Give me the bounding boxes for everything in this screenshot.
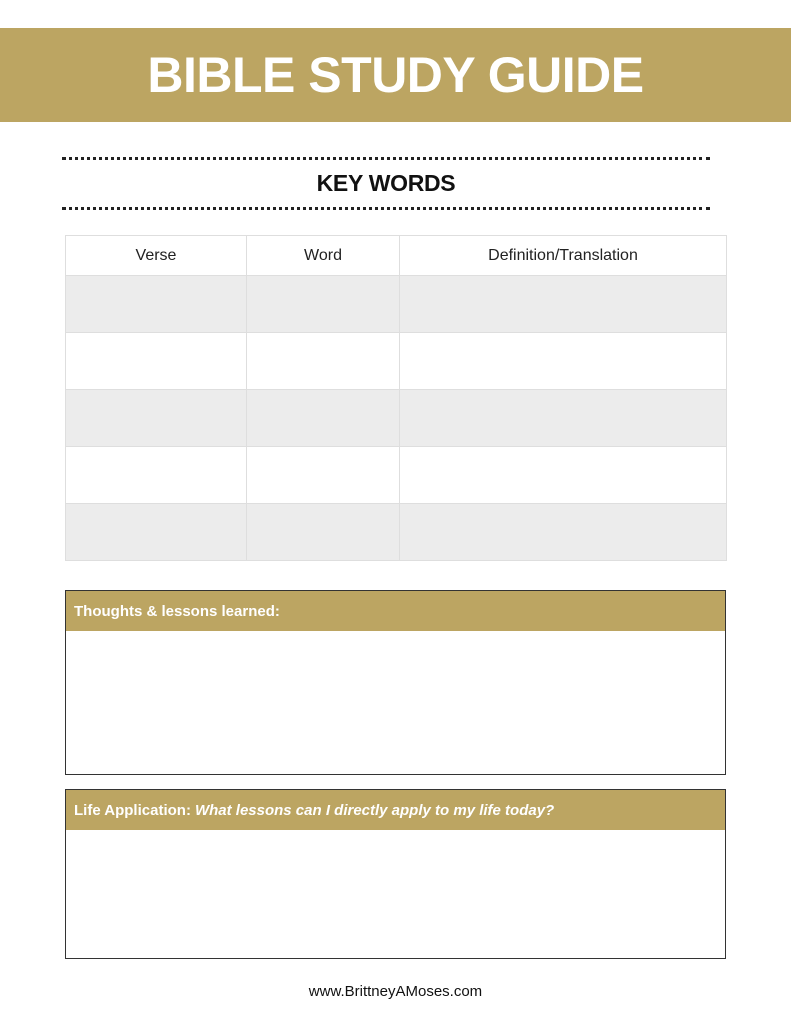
table-row [66,504,727,561]
definition-cell[interactable] [400,390,727,447]
dotted-divider-bottom [62,207,710,210]
word-cell[interactable] [247,447,400,504]
table-row [66,390,727,447]
table-row [66,447,727,504]
column-header-verse: Verse [66,236,247,276]
word-cell[interactable] [247,276,400,333]
key-words-title: KEY WORDS [316,170,456,196]
definition-cell[interactable] [400,447,727,504]
thoughts-box [65,590,726,775]
table-header-row [66,236,727,276]
verse-cell[interactable] [66,333,247,390]
table-row [66,276,727,333]
column-header-definition: Definition/Translation [400,236,727,276]
thoughts-writing-area[interactable] [66,631,725,773]
definition-cell[interactable] [400,333,727,390]
key-words-table [65,235,727,561]
definition-cell[interactable] [400,276,727,333]
column-header-word: Word [247,236,400,276]
thoughts-header [66,591,725,631]
thoughts-label: Thoughts & lessons learned: [74,602,280,620]
word-cell[interactable] [247,333,400,390]
word-cell[interactable] [247,504,400,561]
dotted-divider-top [62,157,710,160]
life-application-box [65,789,726,959]
table-row [66,333,727,390]
page-title: BIBLE STUDY GUIDE [147,47,644,103]
life-application-writing-area[interactable] [66,830,725,957]
verse-cell[interactable] [66,390,247,447]
header-banner [0,28,791,122]
verse-cell[interactable] [66,447,247,504]
definition-cell[interactable] [400,504,727,561]
verse-cell[interactable] [66,276,247,333]
verse-cell[interactable] [66,504,247,561]
life-application-prompt: What lessons can I directly apply to my life today? [194,801,555,819]
life-application-header [66,790,725,830]
word-cell[interactable] [247,390,400,447]
life-application-label: Life Application: [74,801,191,819]
footer-website[interactable]: www.BrittneyAMoses.com [308,983,483,1000]
